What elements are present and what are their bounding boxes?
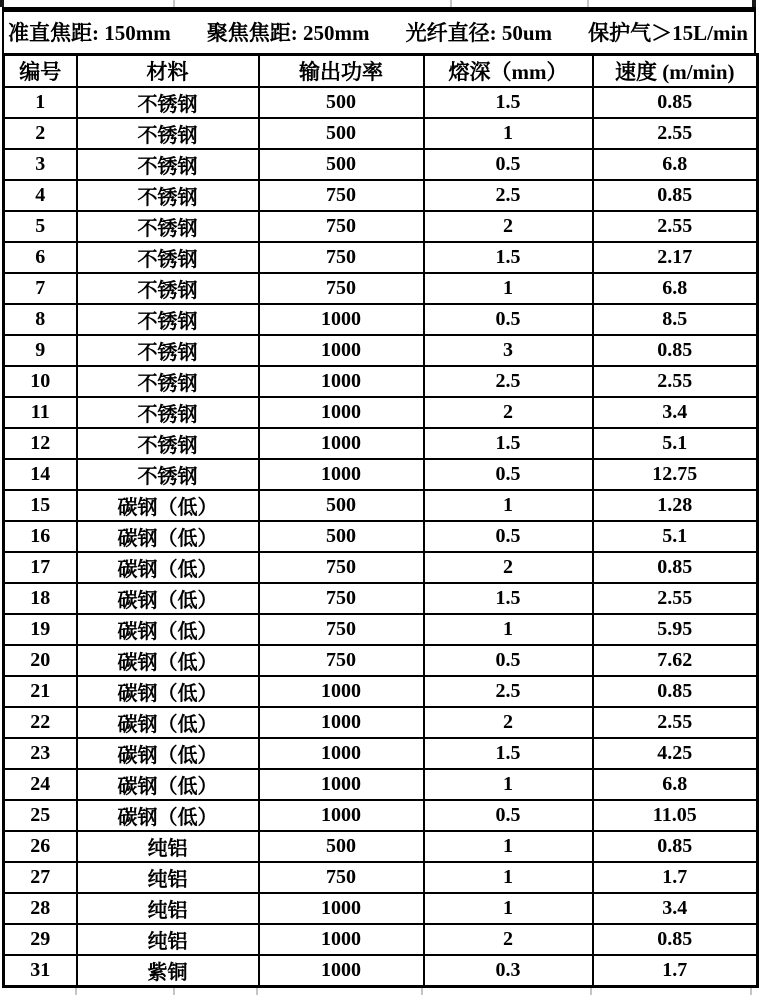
cell-material: 不锈钢 (77, 211, 259, 242)
cell-speed: 1.7 (593, 862, 758, 893)
cell-material: 碳钢（低） (77, 738, 259, 769)
cell-penetration-depth: 2.5 (424, 366, 593, 397)
cell-penetration-depth: 3 (424, 335, 593, 366)
cell-output-power: 750 (259, 614, 424, 645)
cell-output-power: 1000 (259, 366, 424, 397)
cell-penetration-depth: 0.5 (424, 304, 593, 335)
cell-number: 15 (4, 490, 77, 521)
cell-material: 碳钢（低） (77, 614, 259, 645)
cell-penetration-depth: 1.5 (424, 738, 593, 769)
table-row (4, 831, 758, 862)
welding-parameters-table (2, 53, 759, 988)
cell-output-power: 500 (259, 831, 424, 862)
table-row (4, 397, 758, 428)
cell-material: 碳钢（低） (77, 800, 259, 831)
cell-speed: 0.85 (593, 552, 758, 583)
cell-speed: 2.55 (593, 211, 758, 242)
cell-material: 纯铝 (77, 862, 259, 893)
cell-number: 22 (4, 707, 77, 738)
cell-speed: 3.4 (593, 893, 758, 924)
cell-speed: 12.75 (593, 459, 758, 490)
cell-material: 碳钢（低） (77, 707, 259, 738)
cell-material: 不锈钢 (77, 273, 259, 304)
cell-number: 12 (4, 428, 77, 459)
cell-speed: 7.62 (593, 645, 758, 676)
table-row (4, 862, 758, 893)
fiber-diameter: 光纤直径: 50um (405, 20, 553, 45)
cell-penetration-depth: 2 (424, 397, 593, 428)
cell-number: 24 (4, 769, 77, 800)
cell-speed: 2.55 (593, 366, 758, 397)
cell-number: 19 (4, 614, 77, 645)
cell-output-power: 500 (259, 149, 424, 180)
focusing-focal-length: 聚焦焦距: 250mm (206, 20, 370, 45)
cell-penetration-depth: 2 (424, 552, 593, 583)
cell-speed: 1.28 (593, 490, 758, 521)
cell-number: 10 (4, 366, 77, 397)
cell-speed: 1.7 (593, 955, 758, 987)
table-row (4, 738, 758, 769)
cell-material: 不锈钢 (77, 149, 259, 180)
cell-speed: 0.85 (593, 335, 758, 366)
header-material: 材料 (77, 55, 259, 88)
table-row (4, 366, 758, 397)
table-row (4, 552, 758, 583)
cell-number: 28 (4, 893, 77, 924)
cell-output-power: 1000 (259, 397, 424, 428)
cell-output-power: 1000 (259, 304, 424, 335)
cell-material: 碳钢（低） (77, 645, 259, 676)
cell-penetration-depth: 1 (424, 893, 593, 924)
cell-number: 6 (4, 242, 77, 273)
table-row (4, 645, 758, 676)
cell-penetration-depth: 1.5 (424, 428, 593, 459)
cell-penetration-depth: 1 (424, 831, 593, 862)
cell-penetration-depth: 0.5 (424, 521, 593, 552)
cell-material: 不锈钢 (77, 366, 259, 397)
table-row (4, 180, 758, 211)
cell-number: 31 (4, 955, 77, 987)
cell-number: 16 (4, 521, 77, 552)
header-speed: 速度 (m/min) (593, 55, 758, 88)
cell-speed: 6.8 (593, 273, 758, 304)
cell-material: 碳钢（低） (77, 552, 259, 583)
header-number: 编号 (4, 55, 77, 88)
cell-speed: 2.55 (593, 583, 758, 614)
table-row (4, 118, 758, 149)
gridline-stub (75, 988, 77, 995)
table-row (4, 149, 758, 180)
shielding-gas: 保护气＞15L/min (588, 20, 748, 45)
laser-settings-header (2, 7, 756, 53)
table-row (4, 955, 758, 987)
cell-speed: 6.8 (593, 769, 758, 800)
cell-output-power: 750 (259, 211, 424, 242)
cell-material: 紫铜 (77, 955, 259, 987)
cell-output-power: 500 (259, 118, 424, 149)
header-output-power: 输出功率 (259, 55, 424, 88)
gridline-stub (587, 0, 589, 7)
cell-speed: 5.95 (593, 614, 758, 645)
table-row (4, 583, 758, 614)
bottom-gridline-strip (0, 988, 760, 995)
cell-material: 不锈钢 (77, 428, 259, 459)
gridline-stub (256, 988, 258, 995)
cell-penetration-depth: 2 (424, 924, 593, 955)
cell-speed: 2.55 (593, 118, 758, 149)
table-body (4, 87, 758, 987)
cell-number: 27 (4, 862, 77, 893)
gridline-stub (0, 0, 4, 7)
gridline-stub (173, 988, 175, 995)
cell-material: 不锈钢 (77, 335, 259, 366)
cell-speed: 0.85 (593, 831, 758, 862)
cell-number: 21 (4, 676, 77, 707)
cell-number: 7 (4, 273, 77, 304)
cell-penetration-depth: 0.5 (424, 149, 593, 180)
cell-penetration-depth: 1 (424, 490, 593, 521)
cell-number: 29 (4, 924, 77, 955)
cell-output-power: 1000 (259, 428, 424, 459)
cell-number: 11 (4, 397, 77, 428)
cell-number: 1 (4, 87, 77, 118)
cell-speed: 11.05 (593, 800, 758, 831)
cell-material: 不锈钢 (77, 397, 259, 428)
cell-material: 碳钢（低） (77, 583, 259, 614)
cell-output-power: 750 (259, 273, 424, 304)
cell-penetration-depth: 1 (424, 769, 593, 800)
cell-output-power: 1000 (259, 769, 424, 800)
gridline-stub (173, 0, 175, 7)
table-row (4, 707, 758, 738)
gridline-stub (750, 988, 752, 995)
cell-material: 碳钢（低） (77, 490, 259, 521)
cell-number: 17 (4, 552, 77, 583)
cell-material: 纯铝 (77, 924, 259, 955)
cell-penetration-depth: 2 (424, 211, 593, 242)
table-row (4, 304, 758, 335)
cell-material: 不锈钢 (77, 180, 259, 211)
cell-penetration-depth: 1 (424, 118, 593, 149)
cell-material: 碳钢（低） (77, 676, 259, 707)
table-row (4, 521, 758, 552)
cell-speed: 0.85 (593, 87, 758, 118)
cell-output-power: 500 (259, 87, 424, 118)
cell-number: 20 (4, 645, 77, 676)
cell-material: 不锈钢 (77, 87, 259, 118)
table-row (4, 769, 758, 800)
cell-material: 不锈钢 (77, 242, 259, 273)
table-row (4, 428, 758, 459)
cell-material: 不锈钢 (77, 118, 259, 149)
cell-penetration-depth: 0.5 (424, 800, 593, 831)
cell-number: 3 (4, 149, 77, 180)
cell-speed: 5.1 (593, 428, 758, 459)
cell-output-power: 750 (259, 583, 424, 614)
cell-output-power: 1000 (259, 893, 424, 924)
cell-penetration-depth: 1 (424, 862, 593, 893)
cell-material: 碳钢（低） (77, 769, 259, 800)
cell-penetration-depth: 1 (424, 273, 593, 304)
table-row (4, 211, 758, 242)
cell-penetration-depth: 0.5 (424, 459, 593, 490)
cell-output-power: 500 (259, 521, 424, 552)
cell-material: 不锈钢 (77, 304, 259, 335)
cell-output-power: 750 (259, 552, 424, 583)
table-row (4, 335, 758, 366)
cell-speed: 2.55 (593, 707, 758, 738)
cell-speed: 4.25 (593, 738, 758, 769)
cell-penetration-depth: 1.5 (424, 242, 593, 273)
cell-output-power: 1000 (259, 800, 424, 831)
cell-speed: 3.4 (593, 397, 758, 428)
cell-speed: 5.1 (593, 521, 758, 552)
table-row (4, 800, 758, 831)
cell-penetration-depth: 1.5 (424, 583, 593, 614)
cell-speed: 8.5 (593, 304, 758, 335)
cell-output-power: 750 (259, 242, 424, 273)
table-row (4, 459, 758, 490)
cell-output-power: 1000 (259, 955, 424, 987)
cell-output-power: 750 (259, 862, 424, 893)
table-row (4, 490, 758, 521)
cell-material: 纯铝 (77, 831, 259, 862)
top-gridline-strip (0, 0, 760, 7)
cell-material: 纯铝 (77, 893, 259, 924)
cell-number: 26 (4, 831, 77, 862)
cell-number: 18 (4, 583, 77, 614)
cell-number: 4 (4, 180, 77, 211)
gridline-stub (590, 988, 592, 995)
cell-output-power: 750 (259, 645, 424, 676)
cell-material: 碳钢（低） (77, 521, 259, 552)
table-row (4, 614, 758, 645)
cell-penetration-depth: 2.5 (424, 180, 593, 211)
table-row (4, 242, 758, 273)
cell-penetration-depth: 2 (424, 707, 593, 738)
cell-penetration-depth: 0.3 (424, 955, 593, 987)
cell-penetration-depth: 0.5 (424, 645, 593, 676)
cell-number: 2 (4, 118, 77, 149)
cell-output-power: 1000 (259, 335, 424, 366)
gridline-stub (421, 988, 423, 995)
cell-speed: 0.85 (593, 676, 758, 707)
cell-number: 9 (4, 335, 77, 366)
cell-number: 25 (4, 800, 77, 831)
cell-speed: 0.85 (593, 924, 758, 955)
cell-output-power: 500 (259, 490, 424, 521)
cell-number: 5 (4, 211, 77, 242)
cell-speed: 0.85 (593, 180, 758, 211)
cell-output-power: 1000 (259, 924, 424, 955)
table-row (4, 273, 758, 304)
cell-number: 23 (4, 738, 77, 769)
cell-material: 不锈钢 (77, 459, 259, 490)
table-row (4, 893, 758, 924)
cell-penetration-depth: 1 (424, 614, 593, 645)
cell-output-power: 1000 (259, 676, 424, 707)
header-row (4, 55, 758, 88)
cell-output-power: 1000 (259, 707, 424, 738)
cell-penetration-depth: 2.5 (424, 676, 593, 707)
cell-number: 14 (4, 459, 77, 490)
gridline-stub (752, 0, 756, 7)
cell-output-power: 1000 (259, 738, 424, 769)
cell-speed: 2.17 (593, 242, 758, 273)
collimation-focal-length: 准直焦距: 150mm (8, 20, 171, 45)
cell-number: 8 (4, 304, 77, 335)
table-row (4, 87, 758, 118)
gridline-stub (450, 0, 452, 7)
table-row (4, 924, 758, 955)
cell-speed: 6.8 (593, 149, 758, 180)
table-row (4, 676, 758, 707)
cell-penetration-depth: 1.5 (424, 87, 593, 118)
cell-output-power: 750 (259, 180, 424, 211)
header-penetration-depth: 熔深（mm） (424, 55, 593, 88)
cell-output-power: 1000 (259, 459, 424, 490)
